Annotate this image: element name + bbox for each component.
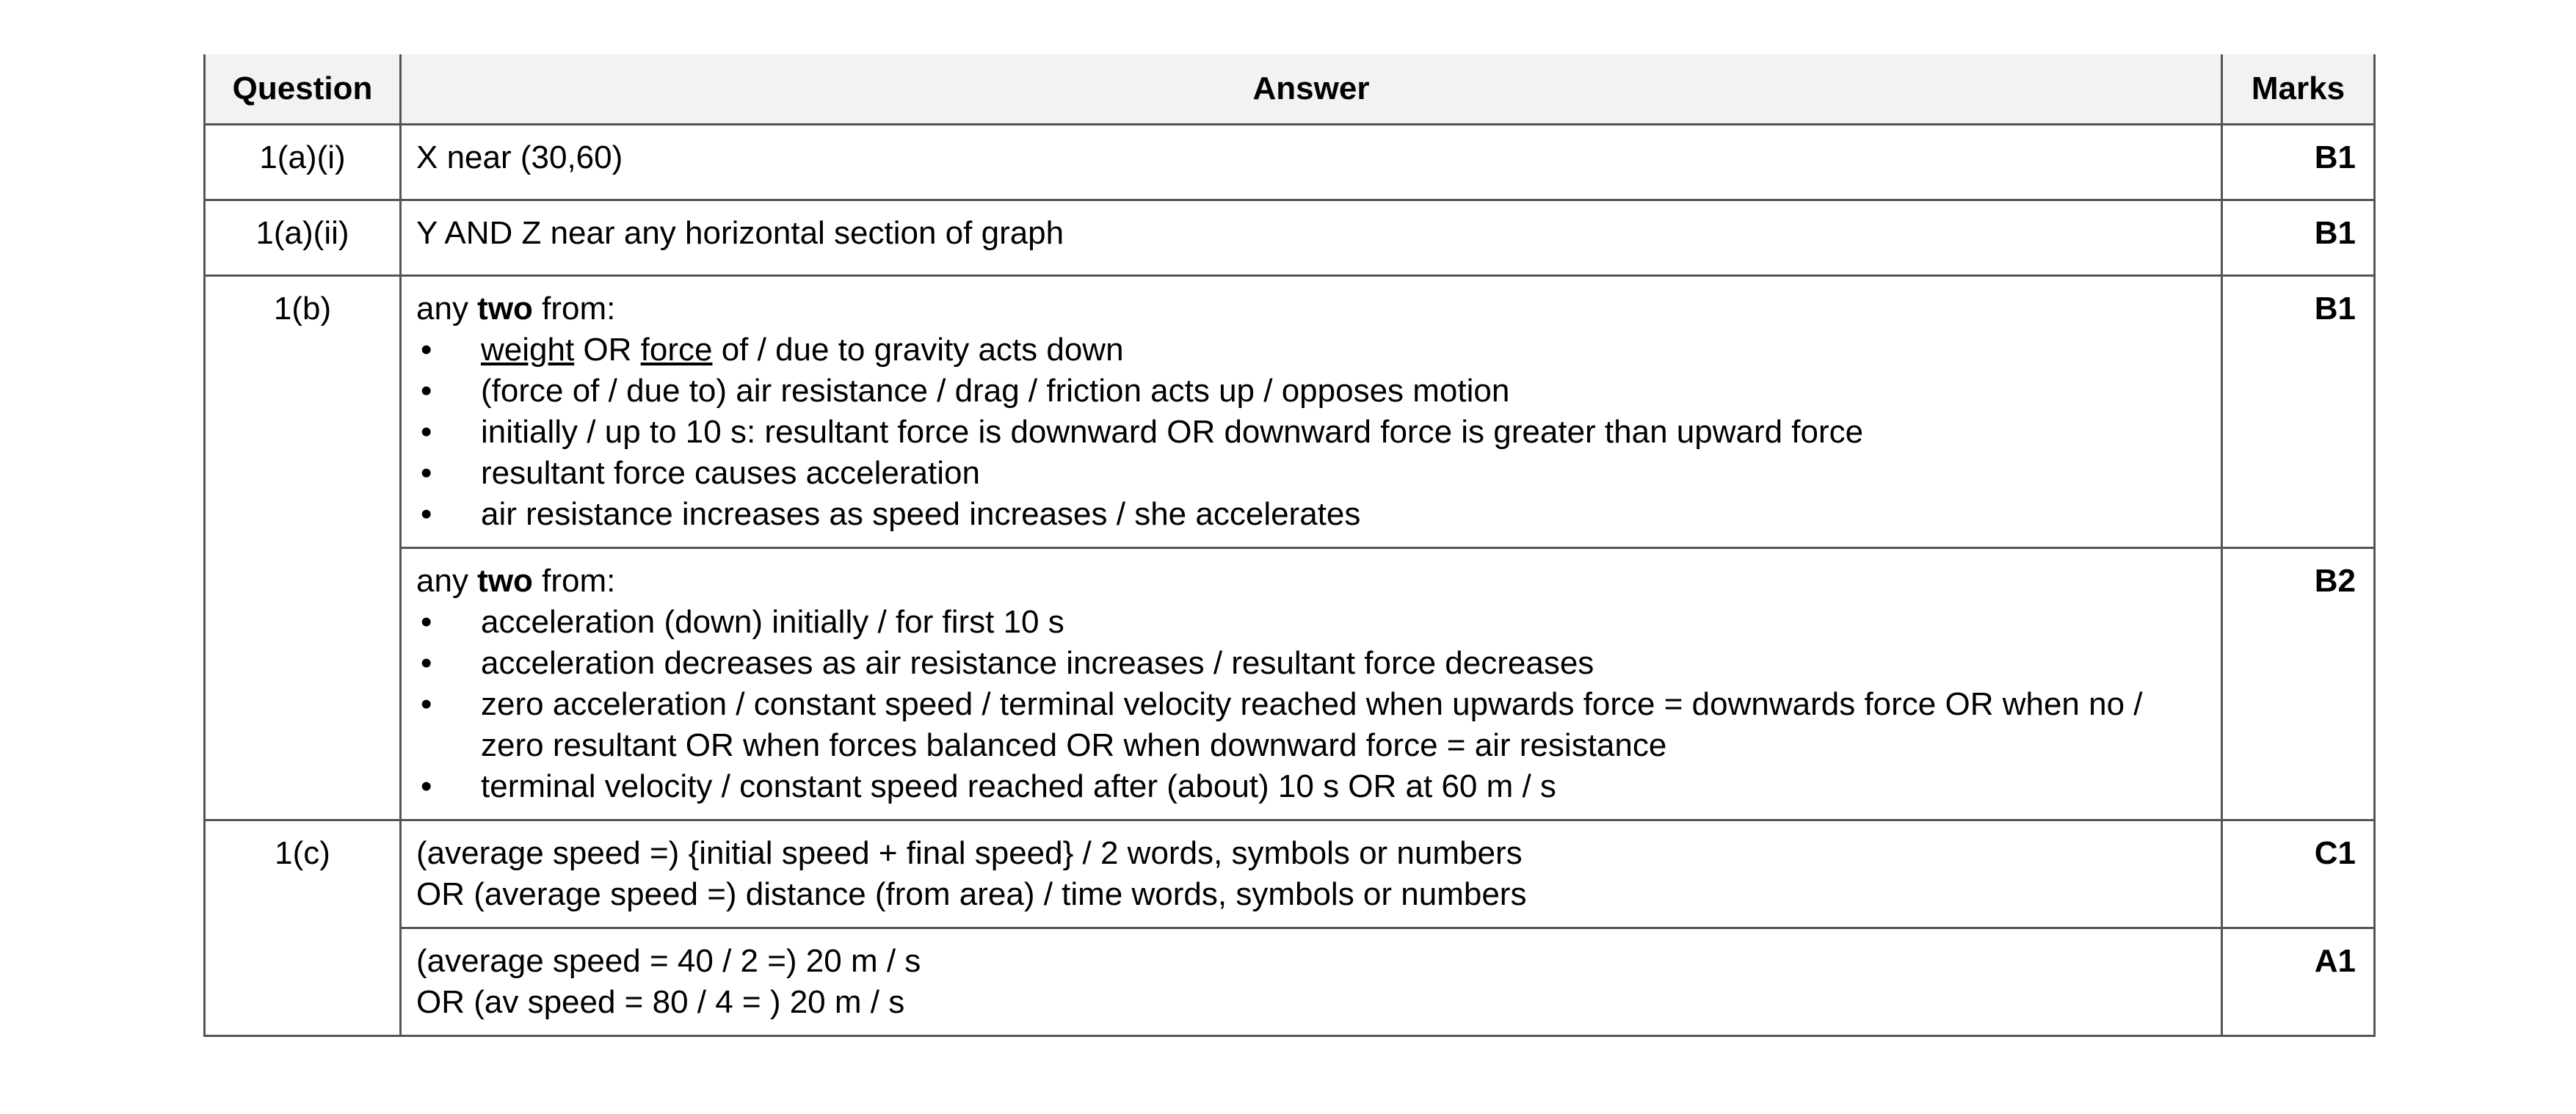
- list-item: • acceleration decreases as air resistance increases / resultant force decreases: [416, 643, 2206, 684]
- answer-line: (average speed =) {initial speed + final speed} / 2 words, symbols or numbers: [416, 835, 1523, 871]
- table-row: [205, 276, 2375, 548]
- answer-cell: [401, 928, 2222, 1036]
- bullet-icon: •: [421, 768, 432, 804]
- bullet-icon: •: [421, 373, 432, 409]
- answer-column-header: Answer: [401, 54, 2222, 125]
- answer-cell: [401, 548, 2222, 820]
- question-column-header: Question: [205, 54, 401, 125]
- question-number: 1(a)(i): [205, 125, 401, 200]
- answer-intro: any two from:: [416, 291, 616, 327]
- marks-value: B1: [2222, 125, 2375, 200]
- table-row: [205, 125, 2375, 200]
- marks-value: C1: [2222, 820, 2375, 928]
- answer-line: (average speed = 40 / 2 =) 20 m / s: [416, 943, 921, 979]
- bullet-icon: •: [421, 455, 432, 491]
- marks-value: B1: [2222, 276, 2375, 548]
- list-item: • acceleration (down) initially / for first 10 s: [416, 602, 2206, 643]
- bullet-icon: •: [421, 332, 432, 368]
- answer-text: Y AND Z near any horizontal section of graph: [401, 200, 2222, 276]
- list-item: • air resistance increases as speed increases / she accelerates: [416, 494, 2206, 535]
- list-item: • initially / up to 10 s: resultant force is downward OR downward force is greater than upward force: [416, 412, 2206, 453]
- bullet-icon: •: [421, 686, 432, 722]
- answer-line: OR (av speed = 80 / 4 = ) 20 m / s: [416, 984, 905, 1020]
- table-row: [205, 820, 2375, 928]
- answer-text: X near (30,60): [401, 125, 2222, 200]
- table-row: [205, 200, 2375, 276]
- list-item: • weight OR force of / due to gravity acts down: [416, 330, 2206, 371]
- bullet-icon: •: [421, 414, 432, 450]
- table-row: [205, 548, 2375, 820]
- bullet-icon: •: [421, 645, 432, 681]
- marks-value: A1: [2222, 928, 2375, 1036]
- question-number: 1(c): [205, 820, 401, 928]
- answer-bullet-list: [416, 602, 2206, 807]
- list-item: • resultant force causes acceleration: [416, 453, 2206, 494]
- table-row: [205, 928, 2375, 1036]
- answer-line: OR (average speed =) distance (from area) / time words, symbols or numbers: [416, 876, 1527, 912]
- marks-column-header: Marks: [2222, 54, 2375, 125]
- question-number: 1(b): [205, 276, 401, 548]
- answer-bullet-list: [416, 330, 2206, 535]
- bullet-icon: •: [421, 496, 432, 532]
- marks-value: B2: [2222, 548, 2375, 820]
- answer-intro: any two from:: [416, 563, 616, 599]
- marks-value: B1: [2222, 200, 2375, 276]
- mark-scheme-table: [203, 54, 2376, 1037]
- bullet-icon: •: [421, 604, 432, 640]
- question-number: 1(a)(ii): [205, 200, 401, 276]
- question-number: [205, 548, 401, 820]
- question-number: [205, 928, 401, 1036]
- list-item: • (force of / due to) air resistance / drag / friction acts up / opposes motion: [416, 371, 2206, 412]
- list-item: • terminal velocity / constant speed reached after (about) 10 s OR at 60 m / s: [416, 766, 2206, 807]
- answer-cell: [401, 820, 2222, 928]
- answer-cell: [401, 276, 2222, 548]
- list-item: • zero acceleration / constant speed / terminal velocity reached when upwards force = downwards force OR when no / zero resultant OR when forces balanced OR when downward force = air resistance: [416, 684, 2206, 766]
- table-header-row: [205, 54, 2375, 125]
